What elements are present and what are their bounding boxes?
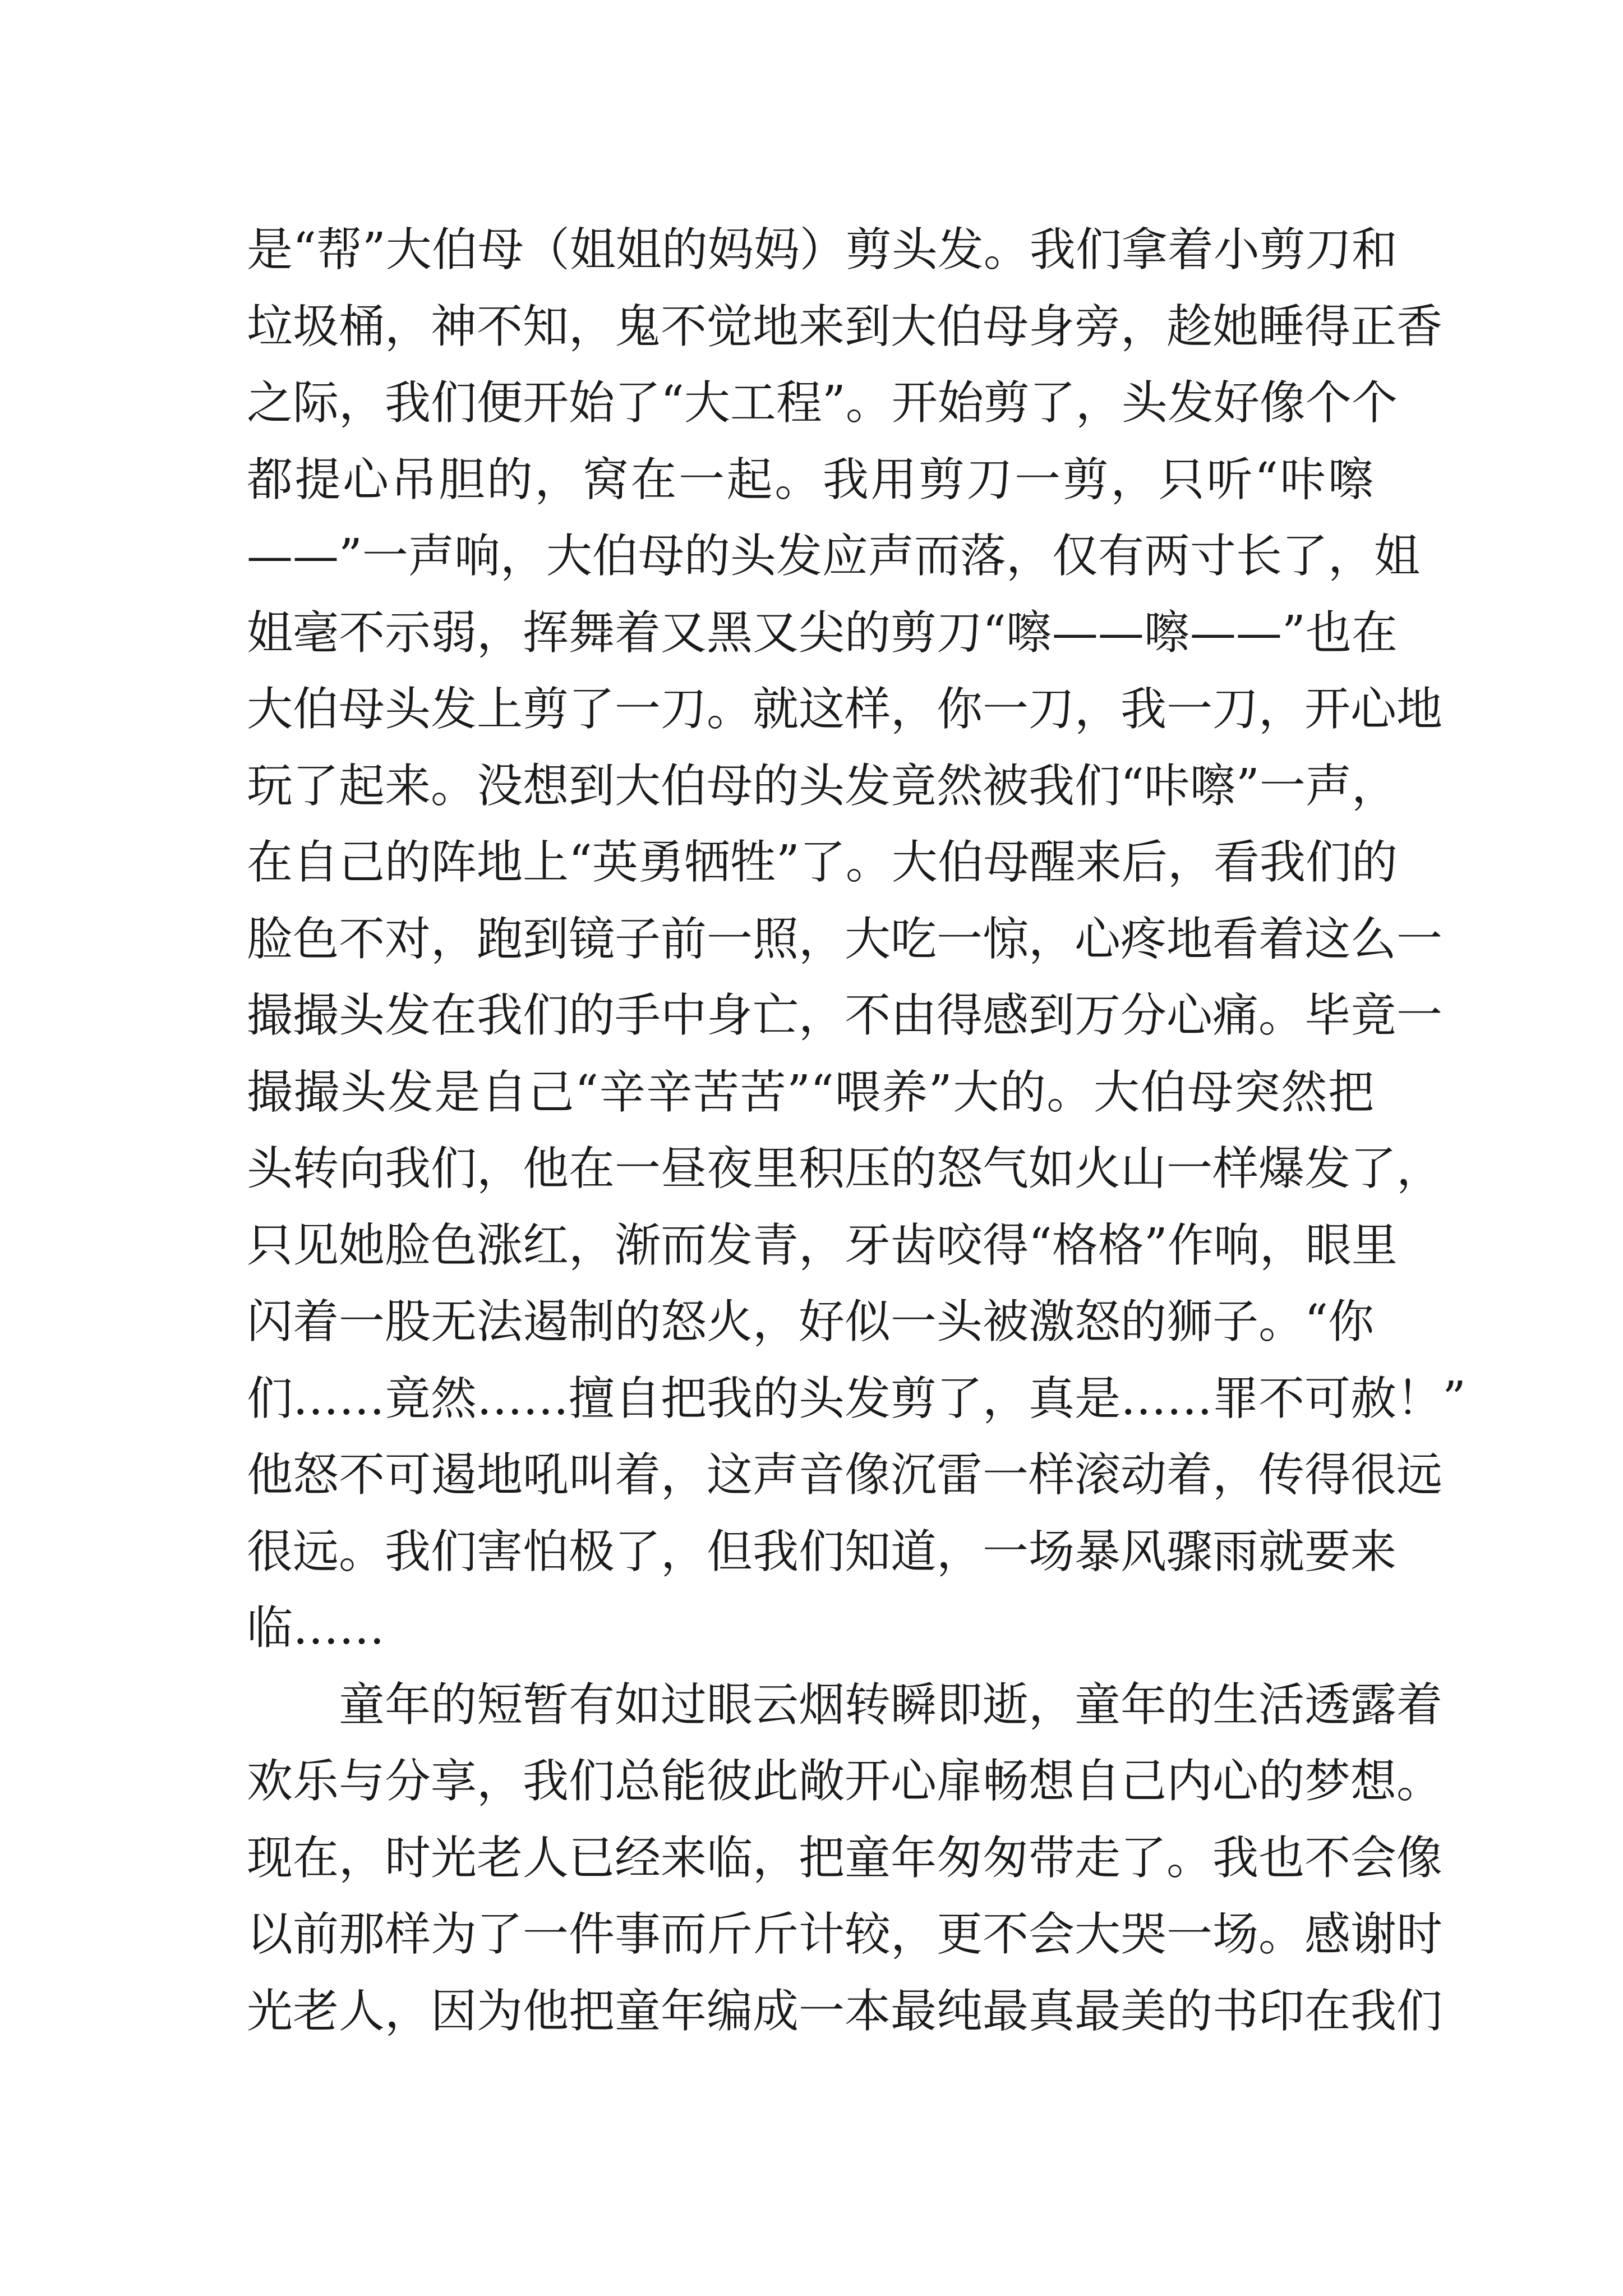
text-line: ——”一声响，大伯母的头发应声而落，仅有两寸长了，姐	[247, 530, 1420, 583]
text-line: 是“帮”大伯母（姐姐的妈妈）剪头发。我们拿着小剪刀和	[247, 223, 1398, 277]
paragraph	[247, 1667, 1443, 2050]
text-line: 垃圾桶，神不知，鬼不觉地来到大伯母身旁，趁她睡得正香	[247, 300, 1443, 353]
text-line: 很远。我们害怕极了，但我们知道，一场暴风骤雨就要来	[247, 1525, 1397, 1579]
text-line: 之际，我们便开始了“大工程”。开始剪了，头发好像个个	[247, 376, 1398, 430]
paragraph	[247, 212, 1466, 1667]
text-line: 临……	[247, 1602, 385, 1655]
text-line: 童年的短暂有如过眼云烟转瞬即逝，童年的生活透露着	[339, 1678, 1443, 1732]
text-line: 都提心吊胆的，窝在一起。我用剪刀一剪，只听“咔嚓	[247, 453, 1374, 507]
text-line: 头转向我们，他在一昼夜里积压的怒气如火山一样爆发了，	[247, 1142, 1443, 1195]
text-line: 大伯母头发上剪了一刀。就这样，你一刀，我一刀，开心地	[247, 683, 1443, 736]
text-line: 光老人，因为他把童年编成一本最纯最真最美的书印在我们	[247, 1984, 1443, 2038]
text-line: 闪着一股无法遏制的怒火，好似一头被激怒的狮子。“你	[247, 1295, 1374, 1349]
text-line: 撮撮头发是自己“辛辛苦苦”“喂养”大的。大伯母突然把	[247, 1065, 1374, 1119]
text-line: 玩了起来。没想到大伯母的头发竟然被我们“咔嚓”一声，	[247, 759, 1398, 813]
text-line: 他怒不可遏地吼叫着，这声音像沉雷一样滚动着，传得很远	[247, 1448, 1443, 1502]
text-line: 现在，时光老人已经来临，把童年匆匆带走了。我也不会像	[247, 1831, 1443, 1885]
text-line: 以前那样为了一件事而斤斤计较，更不会大哭一场。感谢时	[247, 1908, 1443, 1961]
text-line: 欢乐与分享，我们总能彼此敞开心扉畅想自己内心的梦想。	[247, 1755, 1443, 1808]
text-line: 脸色不对，跑到镜子前一照，大吃一惊，心疼地看着这么一	[247, 912, 1443, 966]
body-text	[247, 212, 1466, 2050]
text-line: 在自己的阵地上“英勇牺牲”了。大伯母醒来后，看我们的	[247, 836, 1398, 889]
text-line: 姐毫不示弱，挥舞着又黑又尖的剪刀“嚓——嚓——”也在	[247, 606, 1398, 660]
text-line: 们……竟然……擅自把我的头发剪了，真是……罪不可赦！”	[247, 1372, 1466, 1425]
text-line: 只见她脸色涨红，渐而发青，牙齿咬得“格格”作响，眼里	[247, 1218, 1398, 1272]
text-line: 撮撮头发在我们的手中身亡，不由得感到万分心痛。毕竟一	[247, 989, 1443, 1042]
